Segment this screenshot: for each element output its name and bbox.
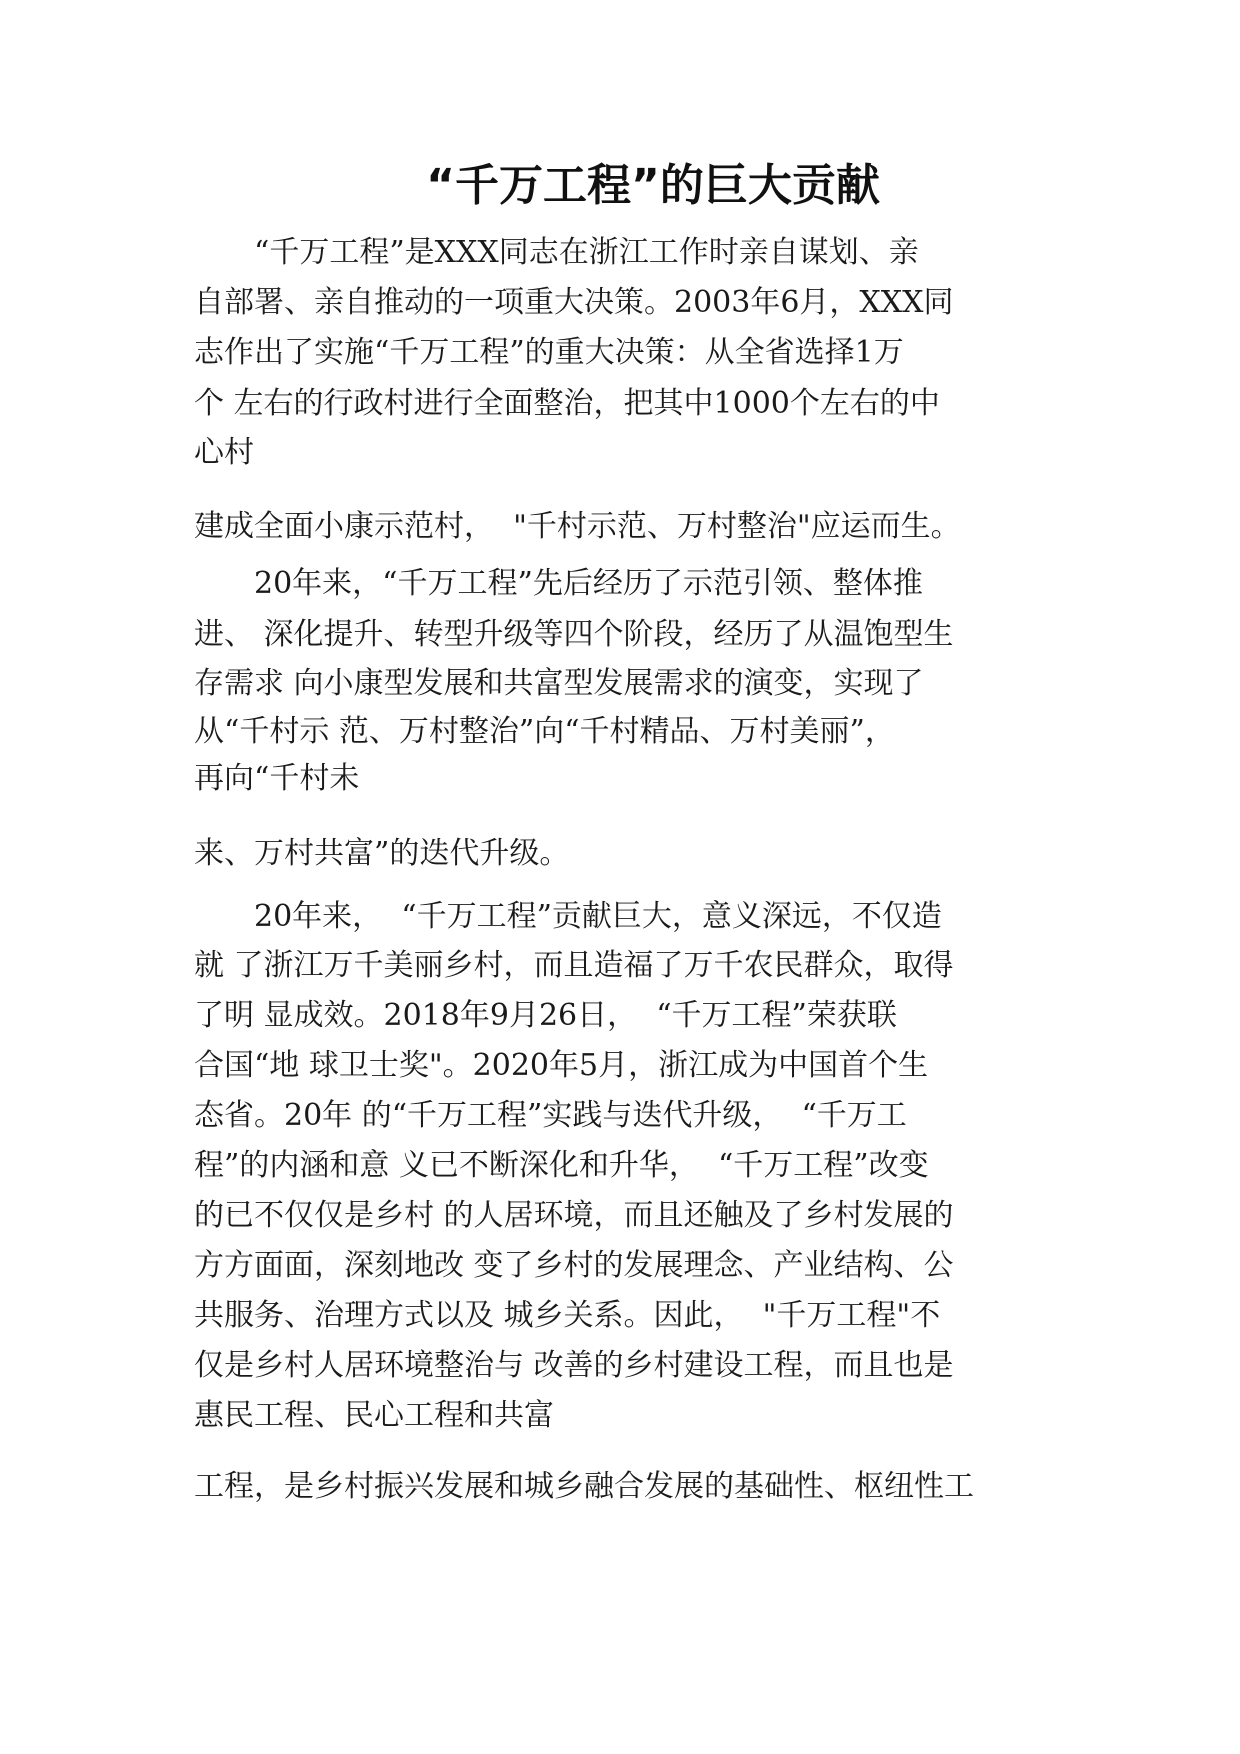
paragraph-1-line-2: 自部署、亲自推动的一项重大决策。2003年6月，XXX同 [194,285,954,320]
paragraph-4-line-1: 来、万村共富”的迭代升级。 [194,836,570,871]
paragraph-5-line-5: 态省。20年 的“千万工程”实践与迭代升级， “千万工 [194,1098,907,1133]
paragraph-3-line-5: 再向“千村未 [194,761,360,796]
document-title: “千万工程”的巨大贡献 [426,160,880,211]
paragraph-3-line-3: 存需求 向小康型发展和共富型发展需求的演变，实现了 [194,666,924,701]
paragraph-5-line-7: 的已不仅仅是乡村 的人居环境，而且还触及了乡村发展的 [194,1198,954,1233]
paragraph-3-line-1: 20年来，“千万工程”先后经历了示范引领、整体推 [254,566,923,601]
paragraph-5-line-2: 就 了浙江万千美丽乡村，而且造福了万千农民群众，取得 [194,948,954,983]
paragraph-5-line-10: 仅是乡村人居环境整治与 改善的乡村建设工程，而且也是 [194,1348,954,1383]
paragraph-6-line-1: 工程，是乡村振兴发展和城乡融合发展的基础性、枢纽性工 [194,1469,974,1504]
paragraph-5-line-11: 惠民工程、民心工程和共富 [194,1398,554,1433]
paragraph-5-line-4: 合国“地 球卫士奖"。2020年5月，浙江成为中国首个生 [194,1048,929,1083]
paragraph-1-line-5: 心村 [194,435,254,470]
paragraph-5-line-1: 20年来， “千万工程”贡献巨大，意义深远，不仅造 [254,899,942,934]
paragraph-5-line-9: 共服务、治理方式以及 城乡关系。因此， "千万工程"不 [194,1298,941,1333]
paragraph-1-line-4: 个 左右的行政村进行全面整治，把其中1000个左右的中 [194,386,940,421]
paragraph-3-line-4: 从“千村示 范、万村整治”向“千村精品、万村美丽”， [194,714,895,749]
paragraph-1-line-1: “千万工程”是XXX同志在浙江工作时亲自谋划、亲 [254,235,919,270]
paragraph-3-line-2: 进、 深化提升、转型升级等四个阶段，经历了从温饱型生 [194,617,954,652]
paragraph-5-line-3: 了明 显成效。2018年9月26日， “千万工程”荣获联 [194,998,897,1033]
paragraph-5-line-6: 程”的内涵和意 义已不断深化和升华， “千万工程”改变 [194,1148,929,1183]
paragraph-5-line-8: 方方面面，深刻地改 变了乡村的发展理念、产业结构、公 [194,1248,954,1283]
paragraph-1-line-3: 志作出了实施“千万工程”的重大决策：从全省选择1万 [194,335,904,370]
paragraph-2-line-1: 建成全面小康示范村， "千村示范、万村整治"应运而生。 [194,509,961,544]
